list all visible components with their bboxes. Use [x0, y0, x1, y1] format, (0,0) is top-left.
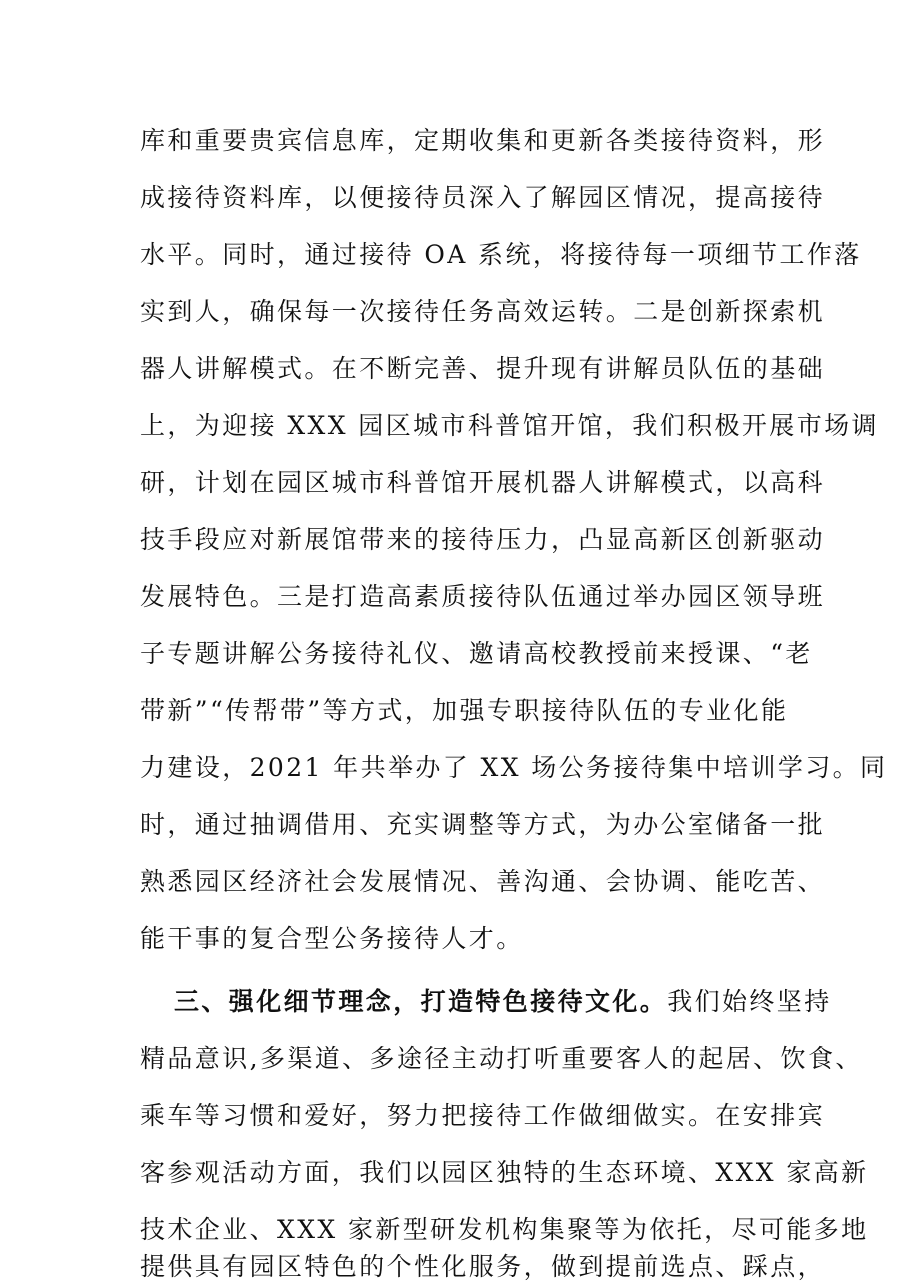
p1-line-14: 熟悉园区经济社会发展情况、善沟通、会协调、能吃苦、 — [140, 867, 826, 896]
p1-line-6: 上，为迎接 XXX 园区城市科普馆开馆，我们积极开展市场调 — [140, 411, 879, 440]
p1-line-12: 力建设，2021 年共举办了 XX 场公务接待集中培训学习。同 — [140, 753, 888, 782]
p1-line-7: 研，计划在园区城市科普馆开展机器人讲解模式，以高科 — [140, 468, 826, 497]
p1-line-4: 实到人，确保每一次接待任务高效运转。二是创新探索机 — [140, 297, 826, 326]
p1-line-15: 能干事的复合型公务接待人才。 — [140, 924, 524, 953]
p2-line-1 — [174, 985, 834, 1019]
p1-line-8: 技手段应对新展馆带来的接待压力，凸显高新区创新驱动 — [140, 525, 826, 554]
p2-line-1-rest: 我们始终坚持 — [667, 987, 832, 1016]
p1-line-5: 器人讲解模式。在不断完善、提升现有讲解员队伍的基础 — [140, 354, 826, 383]
p2-line-6: 提供具有园区特色的个性化服务，做到提前选点、踩点， — [140, 1252, 826, 1281]
p1-line-9: 发展特色。三是打造高素质接待队伍通过举办园区领导班 — [140, 582, 826, 611]
p1-line-3: 水平。同时，通过接待 OA 系统，将接待每一项细节工作落 — [140, 240, 862, 269]
p1-line-11: 带新”“传帮带”等方式，加强专职接待队伍的专业化能 — [140, 696, 789, 725]
section-heading: 三、强化细节理念，打造特色接待文化。 — [174, 987, 668, 1016]
p2-line-3: 乘车等习惯和爱好，努力把接待工作做细做实。在安排宾 — [140, 1101, 826, 1130]
p2-line-4: 客参观活动方面，我们以园区独特的生态环境、XXX 家高新 — [140, 1158, 869, 1187]
p1-line-1: 库和重要贵宾信息库，定期收集和更新各类接待资料，形 — [140, 126, 826, 155]
p2-line-2: 精品意识,多渠道、多途径主动打听重要客人的起居、饮食、 — [140, 1044, 863, 1073]
p2-line-5: 技术企业、XXX 家新型研发机构集聚等为依托，尽可能多地 — [140, 1215, 869, 1244]
p1-line-13: 时，通过抽调借用、充实调整等方式，为办公室储备一批 — [140, 810, 826, 839]
p1-line-10: 子专题讲解公务接待礼仪、邀请高校教授前来授课、“老 — [140, 639, 813, 668]
p1-line-2: 成接待资料库，以便接待员深入了解园区情况，提高接待 — [140, 183, 826, 212]
